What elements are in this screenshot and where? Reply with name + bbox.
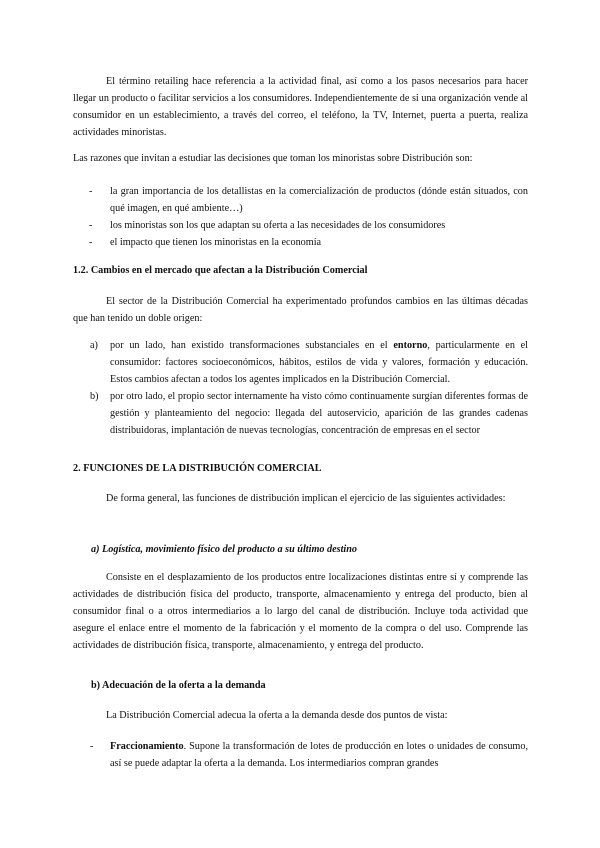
list-item: b) por otro lado, el propio sector internamente ha visto cómo continuamente surgían diferentes formas de gestión y planteamiento del negocio: llegada del autoservicio, aparición de las grandes cadenas distribuidoras, implantación de nuevas tecnologías, concentración de empresas en el sector <box>90 391 528 436</box>
section-heading-2: 2. FUNCIONES DE LA DISTRIBUCIÓN COMERCIAL <box>73 463 322 474</box>
subheading-logistica: a) Logística, movimiento físico del producto a su último destino <box>91 544 358 555</box>
list-item: - Fraccionamiento. Supone la transformación de lotes de producción en lotes o unidades de consumo, así se puede adaptar la oferta a la demanda. Los intermediarios compran grandes <box>90 741 528 769</box>
section-heading-1-2: 1.2. Cambios en el mercado que afectan a la Distribución Comercial <box>73 265 368 276</box>
list-item: - los minoristas son los que adaptan su oferta a las necesidades de los consumidores <box>89 220 446 231</box>
list-item: - la gran importancia de los detallistas en la comercialización de productos (dónde están situados, con qué imagen, en qué ambiente…) <box>89 186 528 214</box>
subheading-adecuacion: b) Adecuación de la oferta a la demanda <box>91 680 266 691</box>
paragraph-retailing: El término retailing hace referencia a la actividad final, así como a los pasos necesarios para hacer llegar un producto o facilitar servicios a los consumidores. Independientemente de si una organización vende al consumidor en un establecimiento, a través del correo, el teléfono, la TV, Internet, puerta a puerta, realiza actividades minoristas. <box>73 76 528 138</box>
reasons-list <box>73 183 528 251</box>
list-item: a) por un lado, han existido transformaciones substanciales en el entorno, particularmente en el consumidor: factores socioeconómicos, hábitos, estilos de vida y valores, formación y educación. Estos cambios afectan a todos los agentes implicados en la Distribución Comercial. <box>90 340 529 385</box>
paragraph-cambios: El sector de la Distribución Comercial ha experimentado profundos cambios en las últimas décadas que han tenido un doble origen: <box>73 296 528 324</box>
paragraph-razones: Las razones que invitan a estudiar las decisiones que toman los minoristas sobre Distribución son: <box>73 153 473 164</box>
origins-list <box>73 337 528 439</box>
paragraph-adecuacion: La Distribución Comercial adecua la oferta a la demanda desde dos puntos de vista: <box>106 710 448 721</box>
paragraph-funciones: De forma general, las funciones de distribución implican el ejercicio de las siguientes actividades: <box>106 493 506 504</box>
list-item: - el impacto que tienen los minoristas en la economía <box>89 237 322 248</box>
paragraph-logistica: Consiste en el desplazamiento de los productos entre localizaciones distintas entre sí y comprende las actividades de distribución física del producto, transporte, almacenamiento y entrega del producto, bien al consumidor final o a otros intermediarios a lo largo del canal de distribución. Incluye toda actividad que asegure el enlace entre el momento de la fabricación y el momento de la compra o del uso. Comprende las actividades de distribución física, transporte, almacenamiento, y entrega del producto. <box>73 572 528 651</box>
fraccionamiento-list <box>73 738 528 772</box>
